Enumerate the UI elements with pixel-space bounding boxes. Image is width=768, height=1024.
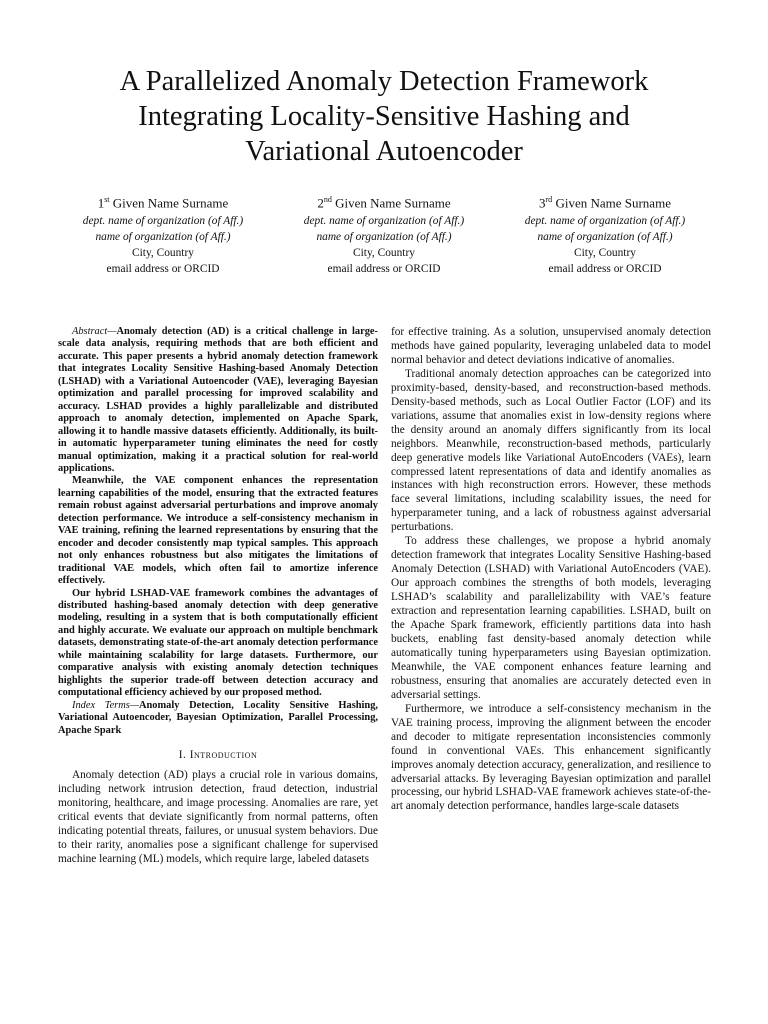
author-1	[58, 190, 268, 277]
right-column	[391, 326, 711, 814]
author-3	[500, 190, 710, 277]
abstract	[58, 326, 378, 737]
author-email: email address or ORCID	[327, 263, 441, 276]
author-name: 3rd Given Name Surname	[539, 195, 671, 211]
paper-title	[60, 64, 708, 169]
author-city: City, Country	[353, 247, 415, 260]
body-paragraph: Traditional anomaly detection approaches can be categorized into proximity-based, density-based, and reconstruction-based methods. Density-based methods, such as Local Outlier Factor (LOF) and its variations, assume that anomalies exist in low-density regions where the density around an anomaly differs significantly from its local neighbors. Meanwhile, reconstruction-based methods, particularly deep generative models like Variational AutoEncoders (VAEs), learn compressed latent representations of data and identify anomalies as instances with high reconstruction errors. However, these methods face several limitations, including scalability issues, the need for hyperparameter tuning, and a lack of robustness against adversarial perturbations.	[391, 367, 711, 534]
author-email: email address or ORCID	[106, 263, 220, 276]
title-line: Integrating Locality-Sensitive Hashing and	[138, 101, 630, 132]
abstract-label: Abstract—	[72, 326, 117, 337]
section-heading: I. Introduction	[178, 748, 258, 761]
left-column	[58, 326, 378, 867]
author-dept: dept. name of organization (of Aff.)	[303, 215, 465, 228]
abstract-paragraph: Meanwhile, the VAE component enhances the representation learning capabilities of the model, ensuring that the extracted features remain robust against adversarial perturbations and improve anomaly detection performance. We introduce a self-consistency mechanism in VAE training, refining the learned representations by ensuring that the encoder and decoder consistently map typical samples. This approach not only enhances robustness but also mitigates the limitations of traditional VAE models, which often fail to amortize inference effectively.	[58, 475, 378, 587]
title-line: Variational Autoencoder	[245, 136, 523, 167]
index-terms-label: Index Terms—	[72, 699, 140, 711]
author-org: name of organization (of Aff.)	[537, 231, 673, 244]
author-dept: dept. name of organization (of Aff.)	[524, 215, 686, 228]
author-city: City, Country	[574, 247, 636, 260]
abstract-paragraph: Abstract—Anomaly detection (AD) is a critical challenge in large-scale data analysis, requiring methods that are both efficient and accurate. This paper presents a hybrid anomaly detection framework that integrates Locality Sensitive Hashing-based Anomaly Detection (LSHAD) with a Variational Autoencoder (VAE), leveraging Bayesian optimization and parallel processing for improved scalability and accuracy. LSHAD provides a highly parallelizable and distributed approach to anomaly detection, implemented on Apache Spark, allowing it to handle massive datasets efficiently. Additionally, its built-in automatic hyperparameter tuning eliminates the need for costly manual optimization, making it a practical solution for real-world applications.	[58, 326, 378, 474]
author-block	[58, 190, 710, 277]
body-paragraph: for effective training. As a solution, unsupervised anomaly detection methods have gained popularity, leveraging unlabeled data to model normal behavior and detect deviations indicative of anomalies.	[391, 326, 711, 366]
author-email: email address or ORCID	[548, 263, 662, 276]
author-dept: dept. name of organization (of Aff.)	[82, 215, 244, 228]
author-name: 1st Given Name Surname	[97, 195, 229, 211]
body-paragraph: Anomaly detection (AD) plays a crucial role in various domains, including network intrusion detection, fraud detection, industrial monitoring, healthcare, and image processing. Anomalies are rare, yet critical events that deviate significantly from normal patterns, often indicating potential threats, failures, or unusual system behaviors. Due to their rarity, anomalies pose a significant challenge for supervised machine learning (ML) models, which require large, labeled datasets	[58, 768, 378, 865]
author-name: 2nd Given Name Surname	[317, 195, 451, 211]
author-2	[279, 190, 489, 277]
body-paragraph: To address these challenges, we propose a hybrid anomaly detection framework that integrates Locality Sensitive Hashing-based Anomaly Detection (LSHAD) with Variational AutoEncoders (VAE). Our approach combines the strengths of both models, leveraging LSHAD’s scalability and parallelizability with VAE’s feature extraction and representation learning capabilities. LSHAD, built on the Apache Spark framework, efficiently partitions data into hash buckets, enabling fast density-based anomaly detection while automatically tuning hyperparameters using Bayesian optimization. Meanwhile, the VAE component enhances feature learning and robustness, ensuring that anomalies are accurately detected even in adversarial settings.	[391, 535, 711, 701]
body-paragraph: Furthermore, we introduce a self-consistency mechanism in the VAE training process, improving the alignment between the encoder and decoder to mitigate representation inconsistencies commonly found in conventional VAEs. This enhancement significantly improves anomaly detection accuracy, generalization, and resilience to adversarial attacks. By leveraging Bayesian optimization and parallel processing, our hybrid LSHAD-VAE framework achieves state-of-the-art anomaly detection performance, handles large-scale datasets	[391, 702, 711, 813]
author-org: name of organization (of Aff.)	[316, 231, 452, 244]
author-org: name of organization (of Aff.)	[95, 231, 231, 244]
index-terms: Index Terms—Anomaly Detection, Locality Sensitive Hashing, Variational Autoencoder, Bayesian Optimization, Parallel Processing, Apache Spark	[58, 699, 378, 736]
abstract-paragraph: Our hybrid LSHAD-VAE framework combines the advantages of distributed hashing-based anomaly detection with deep generative modeling, resulting in a system that is both computationally efficient and highly accurate. We evaluate our approach on multiple benchmark datasets, demonstrating state-of-the-art anomaly detection performance while maintaining scalability for large datasets. Furthermore, our comparative analysis with existing anomaly detection techniques highlights the superior trade-off between detection accuracy and computational efficiency achieved by our proposed method.	[58, 587, 378, 699]
title-line: A Parallelized Anomaly Detection Framework	[119, 66, 649, 97]
author-city: City, Country	[132, 247, 194, 260]
